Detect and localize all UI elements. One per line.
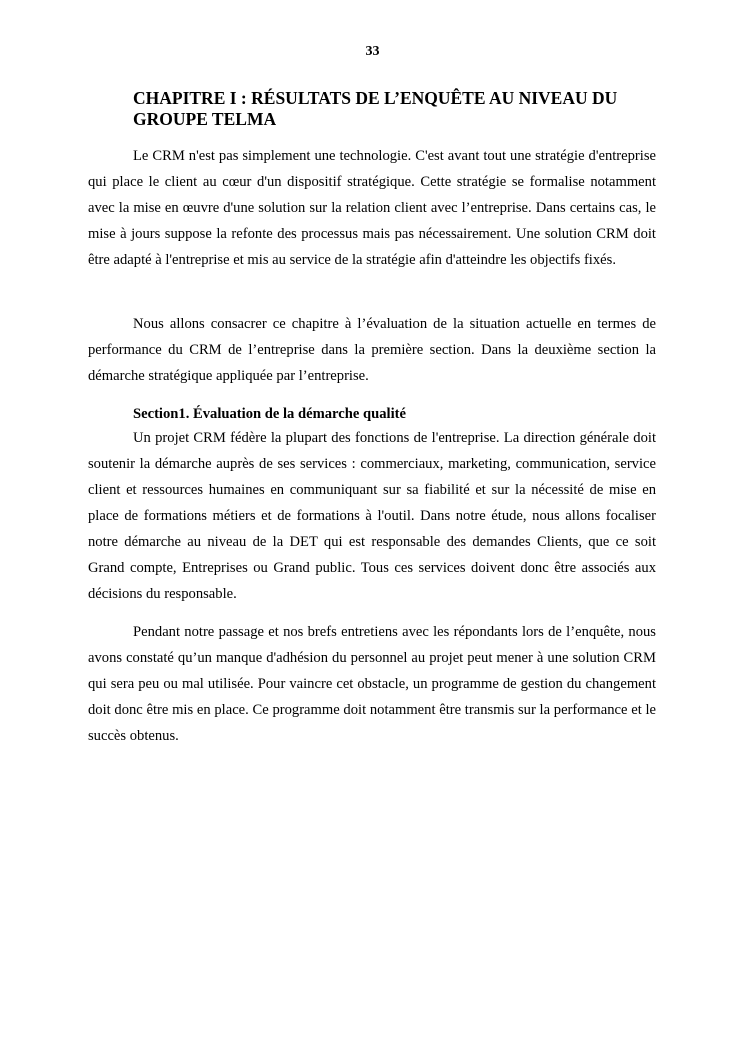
paragraph-section-crm-project: Un projet CRM fédère la plupart des fonctions de l'entreprise. La direction générale doit soutenir la démarche auprès de ses services : commerciaux, marketing, communication, service client et ressources humaines en communiquant sur sa fiabilité et sur la nécessité de mise en place de formations métiers et de formations à l'outil. Dans notre étude, nous allons focaliser notre démarche au niveau de la DET qui est responsable des demandes Clients, que ce soit Grand compte, Entreprises ou Grand public. Tous ces services doivent donc être associés aux décisions du responsable.: [88, 430, 656, 602]
paragraph-section-survey-findings: Pendant notre passage et nos brefs entretiens avec les répondants lors de l’enquête, nous avons constaté qu’un manque d'adhésion du personnel au projet peut mener à une solution CRM qui sera peu ou mal utilisée. Pour vaincre cet obstacle, un programme de gestion du changement doit donc être mis en place. Ce programme doit notamment être transmis sur la performance et le succès obtenus.: [88, 624, 656, 744]
paragraph-intro: Le CRM n'est pas simplement une technologie. C'est avant tout une stratégie d'entreprise qui place le client au cœur d'un dispositif stratégique. Cette stratégie se formalise notamment avec la mise en œuvre d'une solution sur la relation client avec l’entreprise. Dans certains cas, le mise à jours suppose la refonte des processus mais pas nécessairement. Une solution CRM doit être adapté à l'entreprise et mis au service de la stratégie afin d'atteindre les objectifs fixés.: [88, 148, 656, 268]
section-heading: Section1. Évaluation de la démarche qualité: [133, 406, 406, 422]
page-number: 33: [365, 44, 380, 59]
paragraph-chapter-plan: Nous allons consacrer ce chapitre à l’évaluation de la situation actuelle en termes de performance du CRM de l’entreprise dans la première section. Dans la deuxième section la démarche stratégique appliquée par l’entreprise.: [88, 316, 656, 384]
chapter-title: CHAPITRE I : RÉSULTATS DE L’ENQUÊTE AU NIVEAU DU GROUPE TELMA: [133, 88, 618, 129]
